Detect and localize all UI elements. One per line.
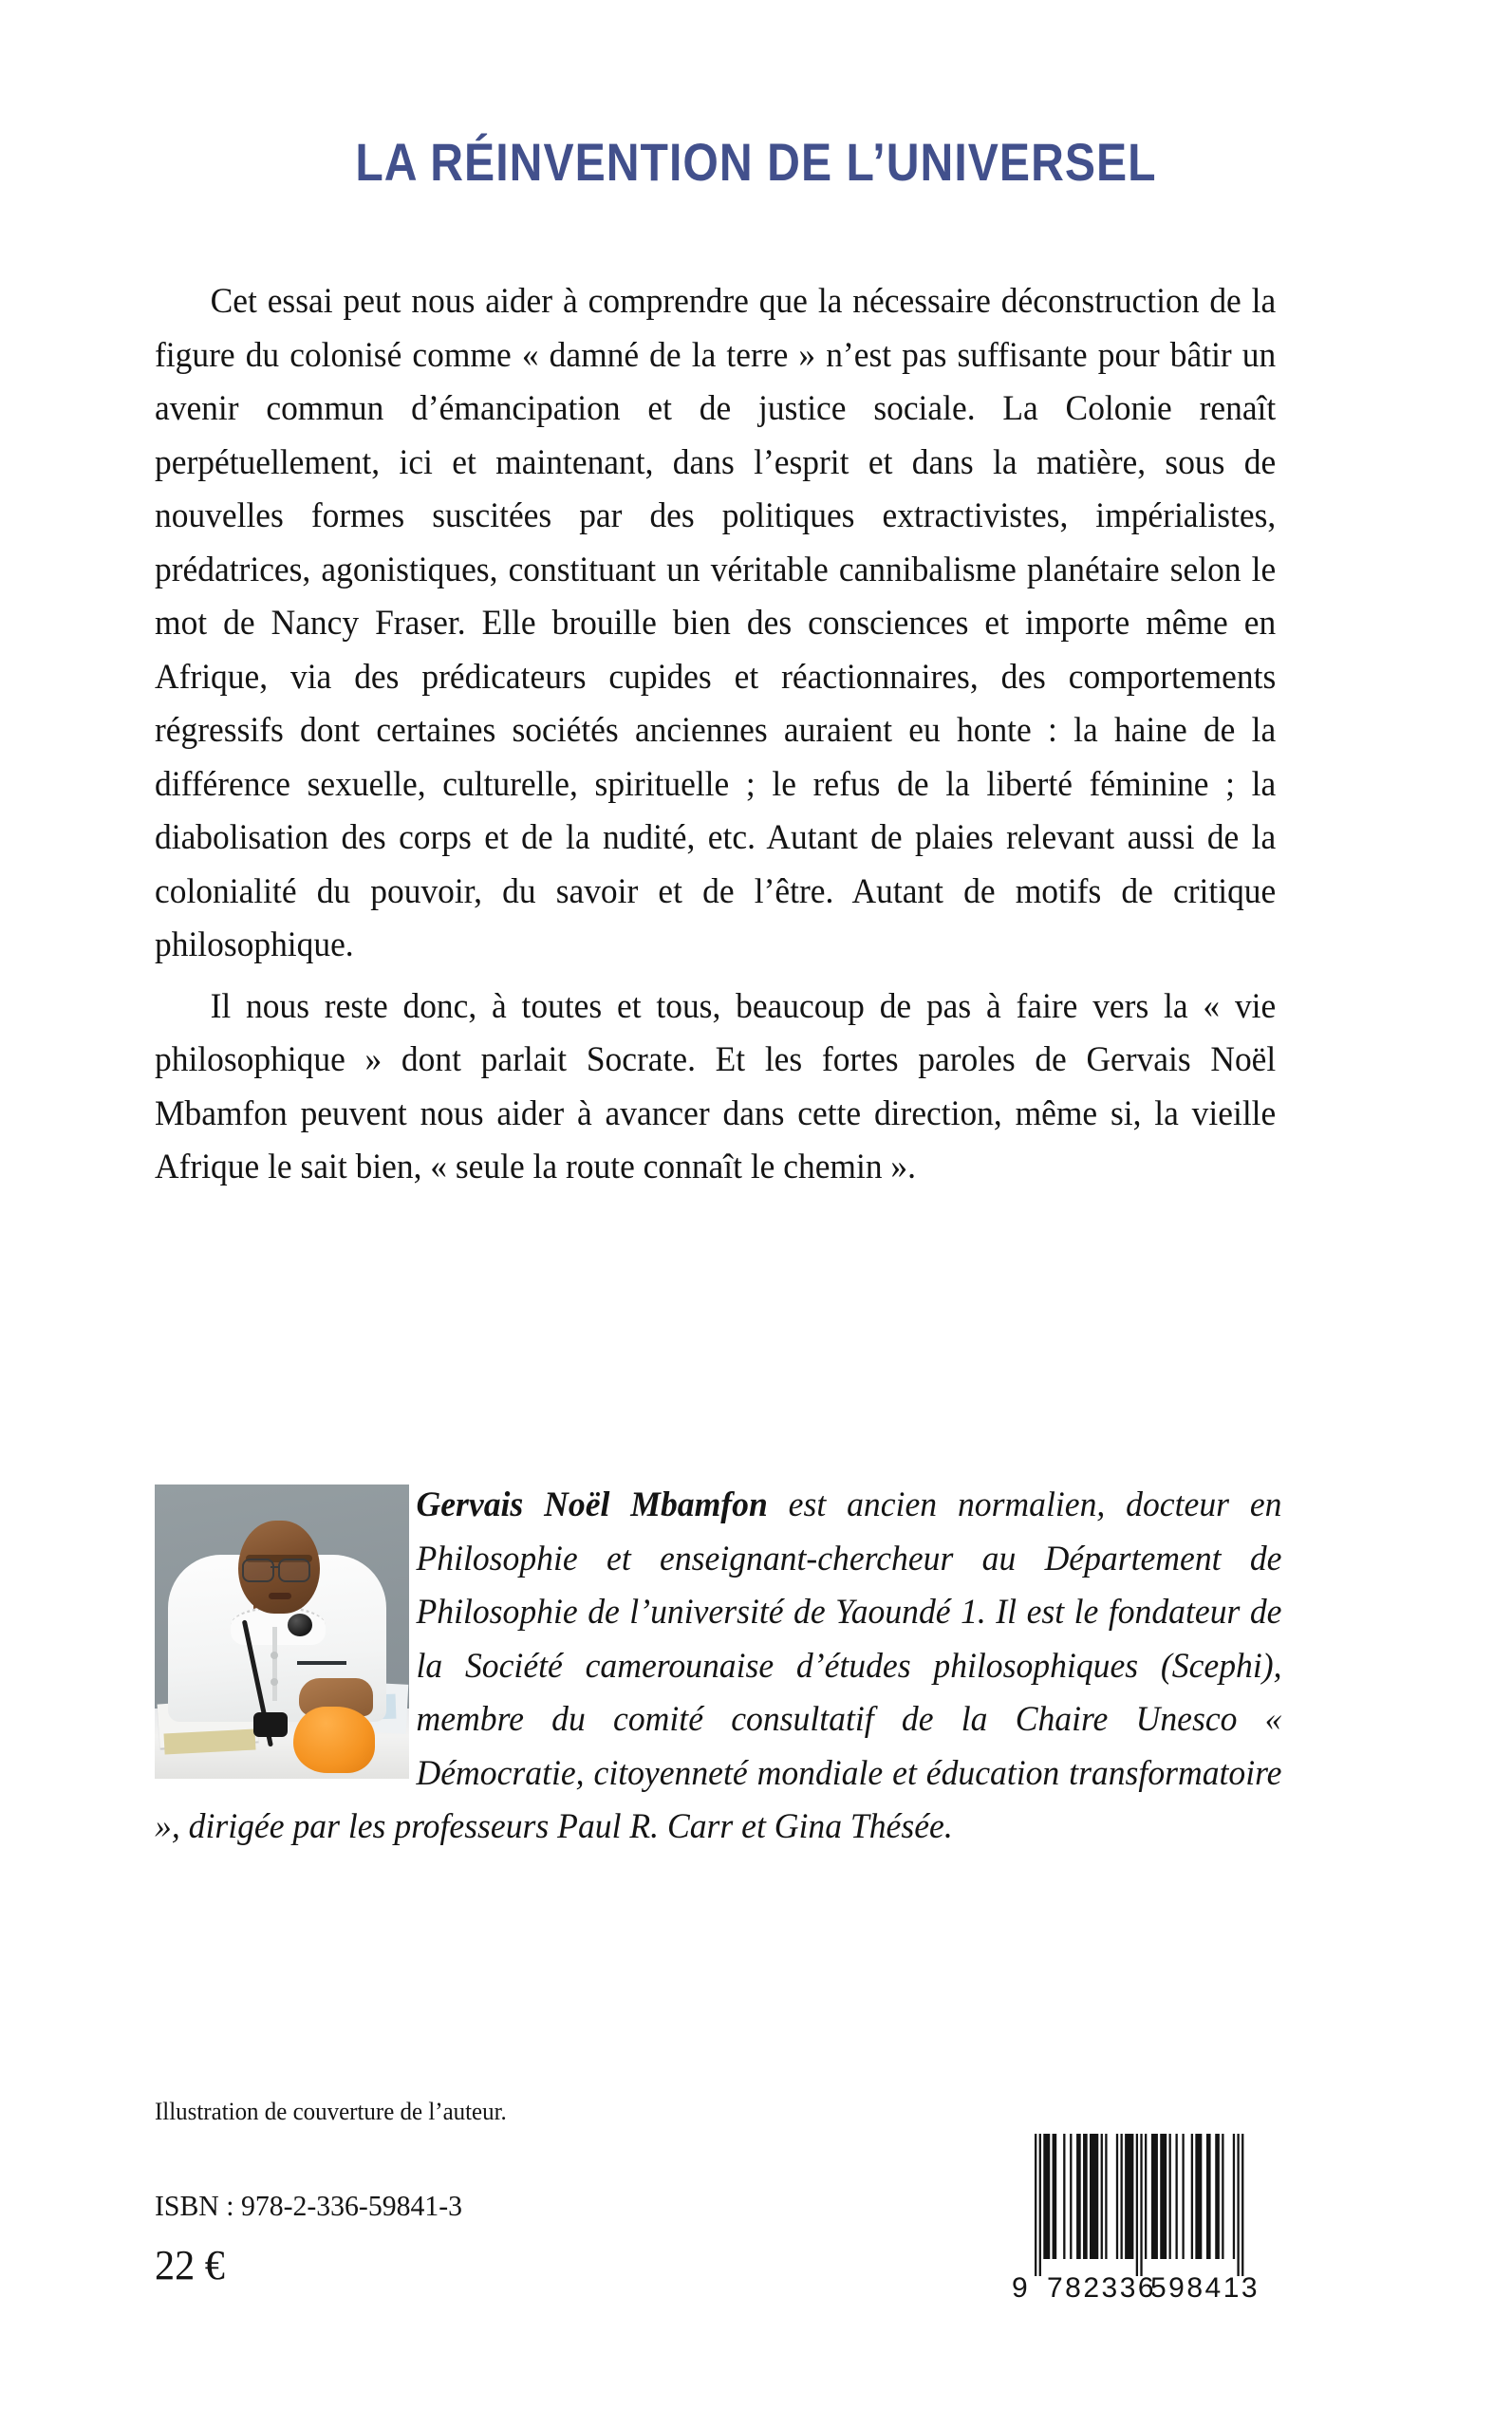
- price-text: 22 €: [155, 2242, 225, 2288]
- svg-text:9: 9: [1012, 2272, 1031, 2304]
- blurb-paragraph-1: Cet essai peut nous aider à comprendre que la nécessaire déconstruction de la figure du colonisé comme « damné de la terre » n’est pas suffisante pour bâtir un avenir commun d’émancipation et de justice sociale. La Colonie renaît perpétuellement, ici et maintenant, dans l’esprit et dans la matière, sous de nouvelles formes suscitées par des politiques extractivistes, impérialistes, prédatrices, agonistiques, constituant un véritable cannibalisme planétaire selon le mot de Nancy Fraser. Elle brouille bien des consciences et importe même en Afrique, via des prédicateurs cupides et réactionnaires, des comportements régressifs dont certaines sociétés anciennes auraient eu honte : la haine de la différence sexuelle, culturelle, spirituelle ; le refus de la liberté féminine ; la diabolisation des corps et de la nudité, etc. Autant de plaies relevant aussi de la colonialité du pouvoir, du savoir et de l’être. Autant de motifs de critique philosophique.: [155, 282, 1277, 964]
- ean13-barcode: [1006, 2128, 1329, 2318]
- back-cover-blurb: [155, 275, 1341, 1195]
- author-bio-text: [155, 1479, 1282, 1855]
- blurb-paragraph-2: Il nous reste donc, à toutes et tous, beaucoup de pas à faire vers la « vie philosophique » dont parlait Socrate. Et les fortes paroles de Gervais Noël Mbamfon peuvent nous aider à avancer dans cette direction, même si, la vieille Afrique le sait bien, « seule la route connaît le chemin ».: [155, 986, 1277, 1186]
- author-bio-block: [155, 1479, 1341, 1855]
- isbn-text: ISBN : 978-2-336-59841-3: [155, 2189, 463, 2222]
- author-bio-description: est ancien normalien, docteur en Philosophie et enseignant-chercheur au Département de Philosophie de l’université de Yaoundé 1. Il est le fondateur de la Société camerounaise d’études philosophiques (Scephi), membre du comité consultatif de la Chaire Unesco « Démocratie, citoyenneté mondiale et éducation transformatoire », dirigée par les professeurs Paul R. Carr et Gina Thésée.: [155, 1485, 1282, 1846]
- author-name: Gervais Noël Mbamfon: [416, 1485, 768, 1524]
- page-title: LA RÉINVENTION DE L’UNIVERSEL: [355, 132, 1157, 192]
- svg-text:598413: 598413: [1150, 2272, 1260, 2304]
- svg-text:782336: 782336: [1046, 2272, 1157, 2304]
- barcode-graphic: [1006, 2128, 1329, 2318]
- cover-illustration-credit: Illustration de couverture de l’auteur.: [155, 2098, 507, 2125]
